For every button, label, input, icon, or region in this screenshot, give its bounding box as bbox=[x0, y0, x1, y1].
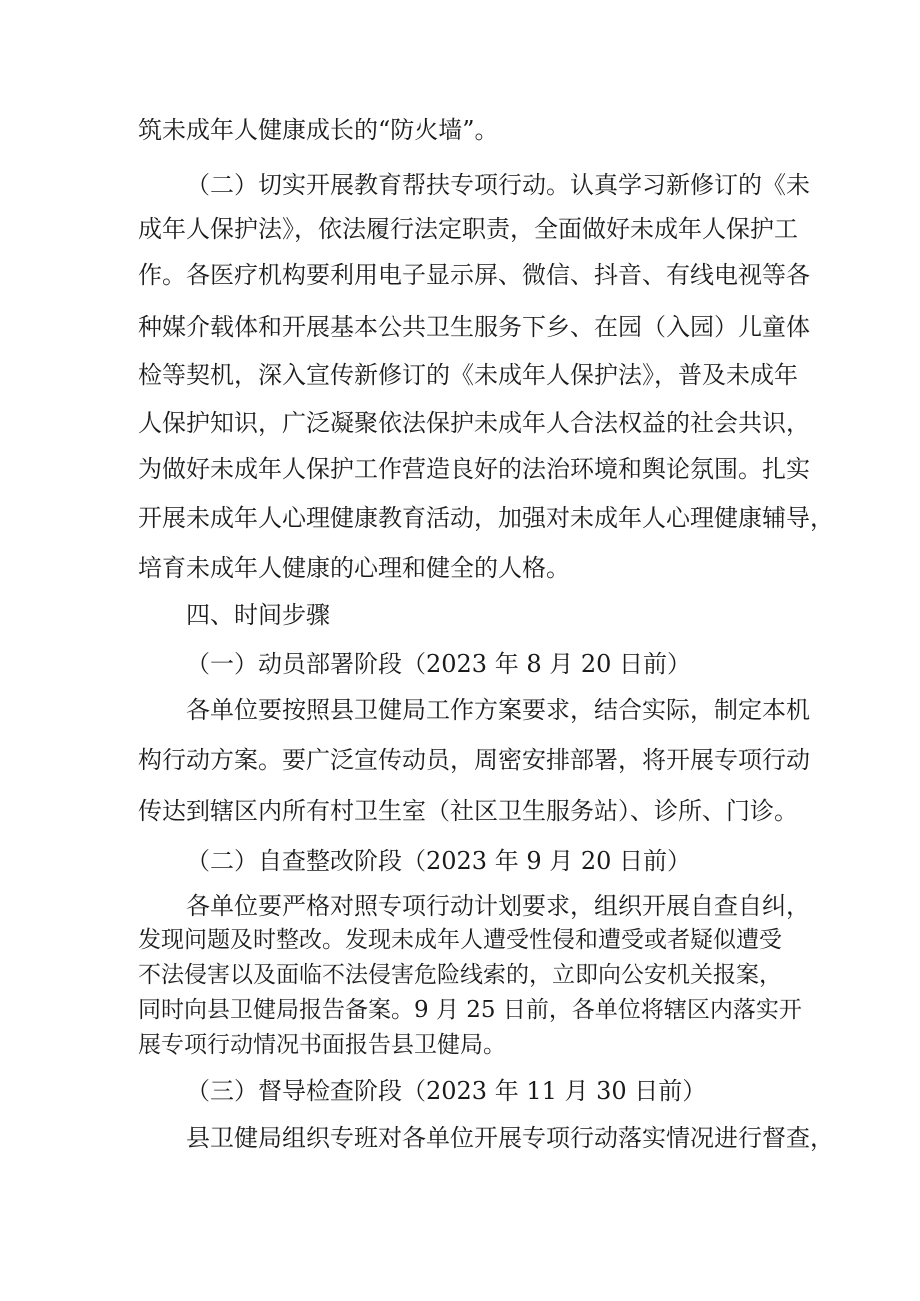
paragraph-line: 同时向县卫健局报告备案。9 月 25 日前，各单位将辖区内落实开 bbox=[138, 997, 802, 1023]
paragraph-line: 筑未成年人健康成长的“防火墙”。 bbox=[138, 116, 499, 144]
paragraph-line: 种媒介载体和开展基本公共卫生服务下乡、在园（入园）儿童体 bbox=[138, 313, 810, 341]
paragraph-line: 开展未成年人心理健康教育活动，加强对未成年人心理健康辅导， bbox=[138, 504, 834, 532]
paragraph-line: 人保护知识，广泛凝聚依法保护未成年人合法权益的社会共识， bbox=[138, 409, 810, 437]
paragraph-line: 构行动方案。要广泛宣传动员，周密安排部署，将开展专项行动 bbox=[138, 746, 810, 774]
subsection-heading: （二）自查整改阶段（2023 年 9 月 20 日前） bbox=[186, 847, 692, 875]
paragraph-line: 不法侵害以及面临不法侵害危险线索的，立即向公安机关报案， bbox=[138, 962, 782, 988]
paragraph-line: 各单位要严格对照专项行动计划要求，组织开展自查自纠， bbox=[186, 892, 810, 920]
section-heading: （二）切实开展教育帮扶专项行动。认真学习新修订的《未 bbox=[186, 171, 810, 199]
paragraph-line: 检等契机，深入宣传新修订的《未成年人保护法》，普及未成年 bbox=[138, 361, 798, 389]
subsection-heading: （一）动员部署阶段（2023 年 8 月 20 日前） bbox=[186, 650, 692, 678]
paragraph-line: 展专项行动情况书面报告县卫健局。 bbox=[138, 1032, 506, 1058]
paragraph-line: 传达到辖区内所有村卫生室（社区卫生服务站）、诊所、门诊。 bbox=[138, 797, 798, 825]
paragraph-line: 培育未成年人健康的心理和健全的人格。 bbox=[138, 554, 570, 582]
paragraph-line: 作。各医疗机构要利用电子显示屏、微信、抖音、有线电视等各 bbox=[138, 261, 810, 289]
section-heading: 四、时间步骤 bbox=[186, 601, 330, 629]
paragraph-line: 成年人保护法》，依法履行法定职责，全面做好未成年人保护工 bbox=[138, 215, 798, 243]
paragraph-line: 各单位要按照县卫健局工作方案要求，结合实际，制定本机 bbox=[186, 696, 810, 724]
paragraph-line: 县卫健局组织专班对各单位开展专项行动落实情况进行督查， bbox=[186, 1124, 834, 1152]
paragraph-line: 为做好未成年人保护工作营造良好的法治环境和舆论氛围。扎实 bbox=[138, 455, 810, 483]
paragraph-line: 发现问题及时整改。发现未成年人遭受性侵和遭受或者疑似遭受 bbox=[138, 927, 782, 953]
subsection-heading: （三）督导检查阶段（2023 年 11 月 30 日前） bbox=[186, 1077, 707, 1105]
